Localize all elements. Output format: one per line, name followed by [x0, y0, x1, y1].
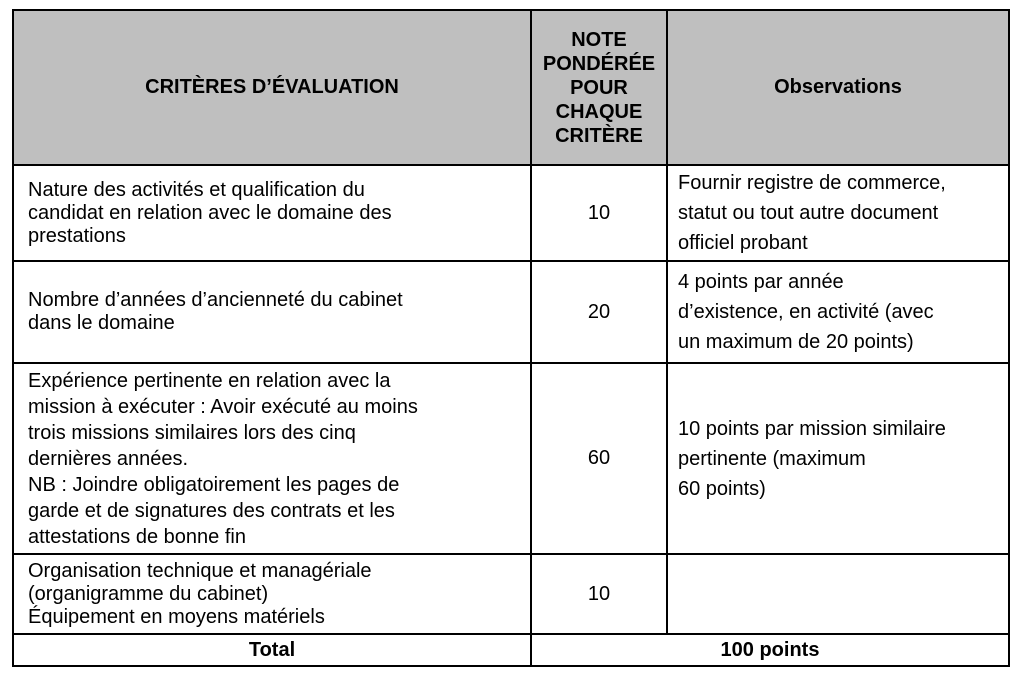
note-cell: 20 — [531, 261, 667, 363]
criteria-cell: Organisation technique et managériale (organigramme du cabinet) Équipement en moyens matériels — [13, 554, 531, 634]
observations-cell: 4 points par année d’existence, en activité (avec un maximum de 20 points) — [667, 261, 1009, 363]
observations-cell: 10 points par mission similaire pertinente (maximum 60 points) — [667, 363, 1009, 554]
observations-column-header: Observations — [667, 10, 1009, 165]
criteria-cell: Nature des activités et qualification du candidat en relation avec le domaine des prestations — [13, 165, 531, 261]
criteria-cell: Nombre d’années d’ancienneté du cabinet dans le domaine — [13, 261, 531, 363]
note-cell: 10 — [531, 165, 667, 261]
note-column-header: NOTE PONDÉRÉE POUR CHAQUE CRITÈRE — [531, 10, 667, 165]
total-row — [13, 634, 1009, 666]
criteria-column-header: CRITÈRES D’ÉVALUATION — [13, 10, 531, 165]
table-row — [13, 165, 1009, 261]
table-header-row — [13, 10, 1009, 165]
table-row — [13, 363, 1009, 554]
evaluation-criteria-table — [12, 9, 1010, 667]
criteria-cell: Expérience pertinente en relation avec la mission à exécuter : Avoir exécuté au moins trois missions similaires lors des cinq dernières années. NB : Joindre obligatoirement les pages de garde et de signatures des contrats et les attestations de bonne fin — [13, 363, 531, 554]
total-label: Total — [13, 634, 531, 666]
table-row — [13, 261, 1009, 363]
observations-cell: Fournir registre de commerce, statut ou tout autre document officiel probant — [667, 165, 1009, 261]
note-cell: 60 — [531, 363, 667, 554]
observations-cell — [667, 554, 1009, 634]
total-value: 100 points — [531, 634, 1009, 666]
evaluation-table-container — [12, 9, 1010, 667]
note-cell: 10 — [531, 554, 667, 634]
table-row — [13, 554, 1009, 634]
